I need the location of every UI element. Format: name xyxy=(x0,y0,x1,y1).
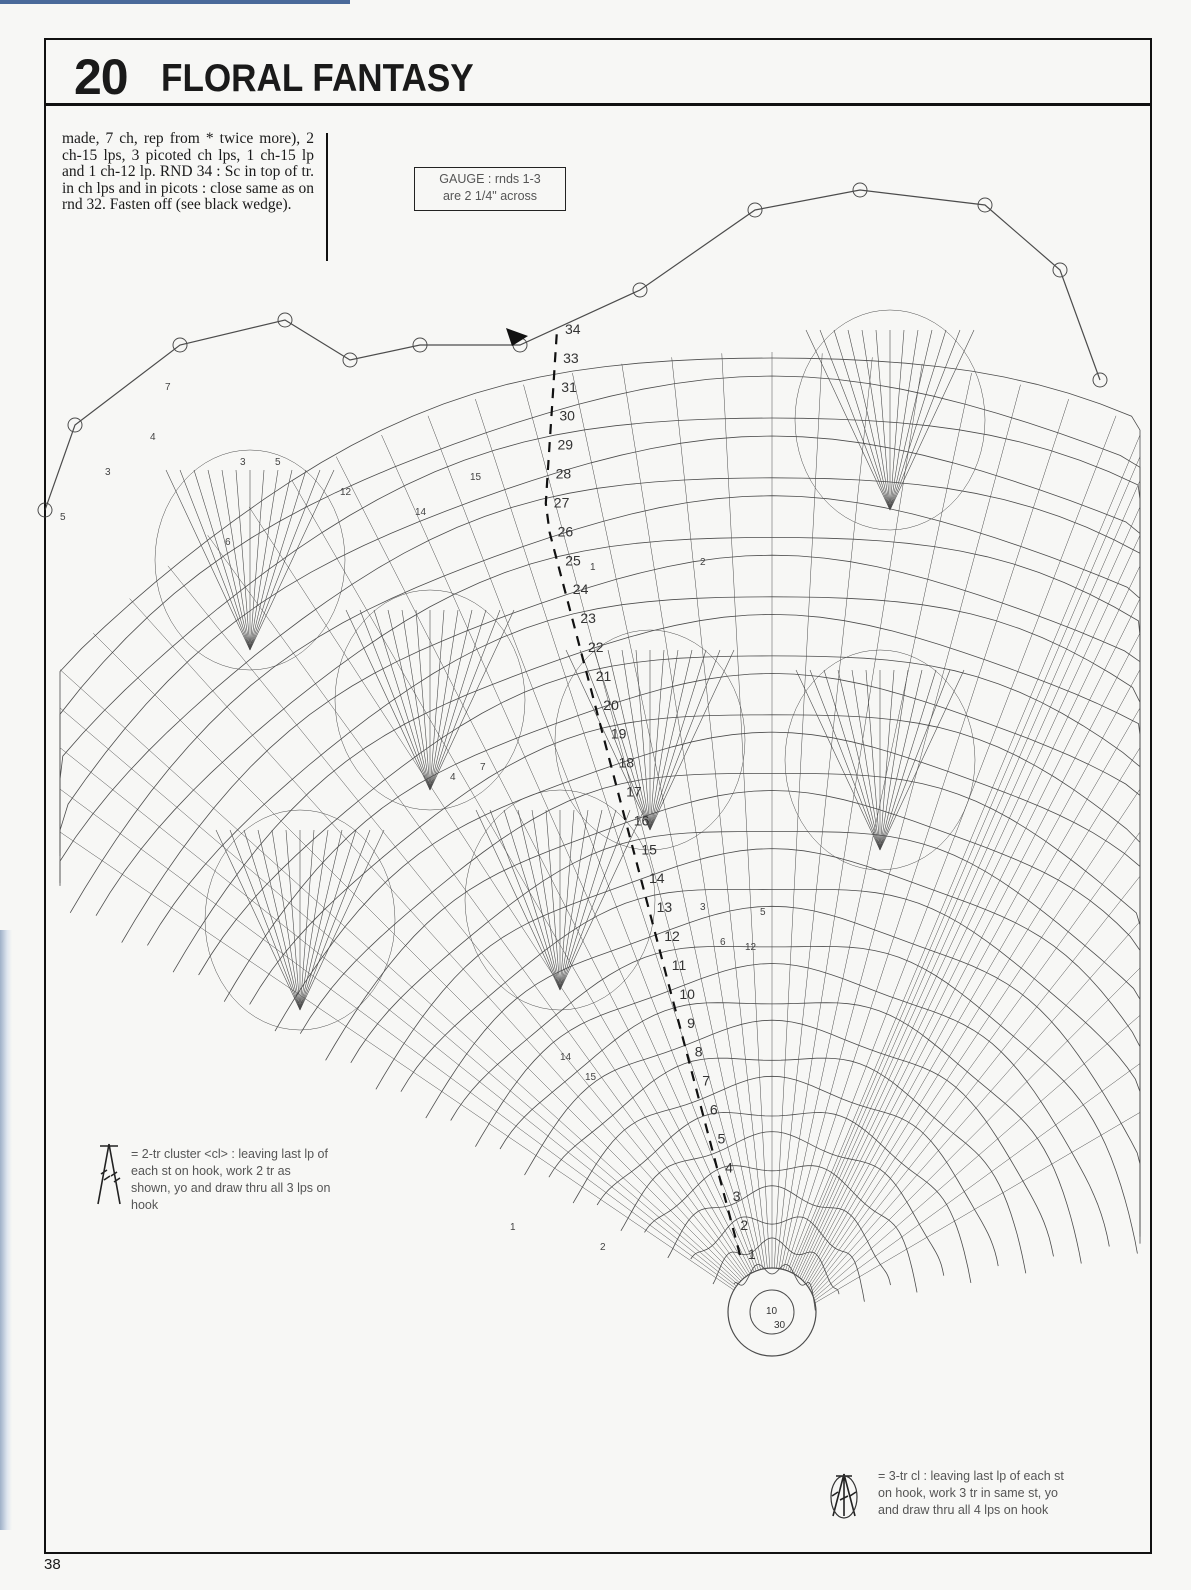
fan-stitch xyxy=(560,810,602,990)
stitch-count-label: 4 xyxy=(150,432,156,443)
round-label: 3 xyxy=(732,1188,741,1205)
fan-stitch xyxy=(236,470,250,650)
stitch-count-label: 6 xyxy=(720,937,726,948)
stitch-count-label: 14 xyxy=(560,1052,572,1063)
round-label: 30 xyxy=(559,407,575,424)
fan-stitch xyxy=(650,650,734,830)
fan-stitch xyxy=(504,810,560,990)
round-arc xyxy=(734,1264,815,1310)
round-label: 23 xyxy=(580,610,596,627)
fan-stitch xyxy=(216,830,300,1010)
fan-stitch xyxy=(876,330,890,510)
fan-stitch xyxy=(360,610,430,790)
stitch-count-label: 7 xyxy=(480,762,486,773)
stitch-spoke xyxy=(786,399,1069,1270)
round-arc xyxy=(224,673,1140,1196)
fan-stitch xyxy=(560,810,616,990)
stitch-count-label: 3 xyxy=(105,467,111,478)
round-arc xyxy=(60,478,1140,1172)
fan-stitch xyxy=(834,330,890,510)
fan-stitch xyxy=(388,610,430,790)
stitch-spoke xyxy=(779,364,922,1269)
fan-stitch xyxy=(300,830,314,1010)
round-label: 33 xyxy=(563,349,579,366)
stitch-spoke xyxy=(777,357,873,1268)
stitch-spoke xyxy=(815,1064,1141,1301)
center-label: 10 xyxy=(766,1306,778,1317)
stitch-count-label: 5 xyxy=(760,907,766,918)
fan-stitch xyxy=(532,810,560,990)
fan-stitch xyxy=(490,810,560,990)
round-label: 34 xyxy=(565,321,581,337)
three-tr-cluster-legend: = 3-tr cl : leaving last lp of each st on hook, work 3 tr in same st, yo and draw thru all 4 lps on hook xyxy=(878,1469,1064,1517)
stitch-count-label: 3 xyxy=(700,902,706,913)
fan-stitch xyxy=(824,670,880,850)
round-label: 28 xyxy=(555,465,572,482)
round-label: 20 xyxy=(603,696,619,713)
round-label: 24 xyxy=(572,581,589,598)
round-label: 17 xyxy=(626,783,642,800)
round-label: 16 xyxy=(633,812,650,829)
fan-stitch xyxy=(650,650,664,830)
fan-stitch xyxy=(300,830,370,1010)
stitch-spoke xyxy=(812,922,1140,1295)
stitch-count-label: 12 xyxy=(340,487,352,498)
stitch-count-label: 4 xyxy=(450,772,456,783)
round-label: 29 xyxy=(557,436,574,453)
fan-stitch xyxy=(518,810,560,990)
round-arc xyxy=(668,1186,891,1285)
fan-stitch xyxy=(250,470,306,650)
center-label: 30 xyxy=(774,1320,786,1331)
stitch-count-label: 15 xyxy=(585,1072,597,1083)
stitch-count-label: 14 xyxy=(415,507,427,518)
stitch-spoke xyxy=(794,481,1140,1274)
fan-stitch xyxy=(820,330,890,510)
round-label: 18 xyxy=(618,754,635,771)
stitch-spoke xyxy=(722,353,770,1268)
fan-stitch xyxy=(430,610,500,790)
stitch-spoke xyxy=(815,1112,1140,1303)
gauge-line-1: GAUGE : rnds 1-3 xyxy=(439,172,541,186)
round-label: 12 xyxy=(664,928,680,944)
fan-stitch xyxy=(650,650,706,830)
fan-stitch xyxy=(866,670,880,850)
stitch-spoke xyxy=(796,507,1140,1275)
round-label: 13 xyxy=(656,899,673,916)
round-label: 11 xyxy=(671,956,687,973)
two-tr-cluster-legend: = 2-tr cluster <cl> : leaving last lp of each st on hook, work 2 tr as shown, yo and draw thru all 3 lps on hook xyxy=(131,1147,331,1212)
pattern-number: 20 xyxy=(74,49,128,105)
stitch-count-label: 2 xyxy=(600,1242,606,1253)
fan-stitch xyxy=(374,610,430,790)
fan-stitch xyxy=(230,830,300,1010)
fan-stitch xyxy=(852,670,880,850)
fan-stitch xyxy=(880,670,908,850)
fan-stitch xyxy=(250,470,292,650)
round-arc xyxy=(426,906,1140,1236)
fan-stitch xyxy=(286,830,300,1010)
stitch-spoke xyxy=(792,457,1140,1273)
stitch-count-label: 1 xyxy=(510,1222,516,1233)
stitch-count-label: 7 xyxy=(165,382,171,393)
fan-stitch xyxy=(250,470,334,650)
fan-stitch xyxy=(796,670,880,850)
round-arc xyxy=(60,376,1140,1145)
round-label: 14 xyxy=(649,870,665,887)
fan-stitch xyxy=(880,670,950,850)
round-label: 1 xyxy=(748,1246,756,1262)
stitch-count-label: 3 xyxy=(240,457,246,468)
fan-stitch xyxy=(430,610,514,790)
fan-stitch xyxy=(166,470,250,650)
stitch-spoke xyxy=(811,876,1140,1292)
round-label: 19 xyxy=(610,725,627,742)
fan-stitch xyxy=(890,330,960,510)
fan-stitch xyxy=(880,670,936,850)
round-label: 8 xyxy=(694,1043,703,1060)
fan-stitch xyxy=(890,330,946,510)
stitch-spoke xyxy=(292,481,750,1274)
fan-stitch xyxy=(560,810,630,990)
fan-stitch xyxy=(300,830,328,1010)
fan-stitch xyxy=(546,810,560,990)
round-label: 9 xyxy=(687,1014,695,1031)
fan-stitch xyxy=(890,330,932,510)
round-label: 31 xyxy=(561,378,577,395)
round-label: 10 xyxy=(679,985,695,1002)
fan-stitch xyxy=(180,470,250,650)
fan-stitch xyxy=(880,670,894,850)
fan-stitch xyxy=(430,610,444,790)
round-label: 5 xyxy=(717,1130,726,1147)
stitch-spoke xyxy=(428,416,756,1271)
stitch-count-label: 6 xyxy=(225,537,231,548)
round-arc xyxy=(525,1020,1054,1256)
round-label: 2 xyxy=(740,1217,749,1234)
round-label: 26 xyxy=(557,523,574,540)
stitch-spoke xyxy=(814,1015,1140,1298)
two-tr-cluster-icon xyxy=(94,1140,124,1210)
fan-stitch xyxy=(838,670,880,850)
round-arc xyxy=(275,732,1140,1206)
round-arc xyxy=(300,773,1140,1223)
stitch-spoke xyxy=(781,373,972,1269)
round-arc xyxy=(376,849,1140,1227)
round-label: 15 xyxy=(641,841,657,858)
page-number: 38 xyxy=(44,1556,61,1573)
stitch-spoke xyxy=(336,457,752,1273)
stitch-count-label: 5 xyxy=(60,512,66,523)
round-label: 25 xyxy=(565,552,581,569)
pattern-title: FLORAL FANTASY xyxy=(161,57,474,100)
round-arc xyxy=(60,358,1140,1151)
stitch-spoke xyxy=(806,708,1140,1284)
stitch-spoke xyxy=(788,416,1116,1271)
fan-stitch xyxy=(300,830,384,1010)
fan-stitch xyxy=(244,830,300,1010)
stitch-spoke xyxy=(774,353,822,1268)
stitch-spoke xyxy=(808,748,1140,1286)
fan-stitch xyxy=(250,470,278,650)
round-arc xyxy=(621,1132,944,1276)
stitch-count-label: 12 xyxy=(745,942,757,953)
fan-stitch xyxy=(650,650,720,830)
stitch-count-label: 1 xyxy=(590,562,596,573)
fan-stitch xyxy=(476,810,560,990)
stitch-spoke xyxy=(813,968,1140,1296)
fan-stitch xyxy=(346,610,430,790)
fan-stitch xyxy=(862,330,890,510)
round-arc xyxy=(573,1076,998,1266)
three-tr-cluster-icon xyxy=(828,1470,860,1522)
fan-stitch xyxy=(250,470,320,650)
round-arc xyxy=(147,597,1140,1193)
stitch-count-label: 2 xyxy=(700,557,706,568)
round-label: 27 xyxy=(553,494,570,511)
gauge-line-2: are 2 1/4" across xyxy=(442,189,538,203)
round-label: 4 xyxy=(725,1159,733,1176)
stitch-spoke xyxy=(572,373,763,1269)
round-arc xyxy=(401,889,1140,1243)
instructions-text: made, 7 ch, rep from * twice more), 2 ch-15 lps, 3 picoted ch lps, 1 ch-15 lp and 1 ch-12 lp. RND 34 : Sc in top of tr. in ch lps and in picots : close same as on rnd 32. Fasten off (see black wedge). xyxy=(62,130,314,214)
round-label: 21 xyxy=(595,667,612,684)
fan-stitch xyxy=(650,650,692,830)
stitch-spoke xyxy=(798,535,1140,1276)
fan-stitch xyxy=(194,470,250,650)
round-label: 6 xyxy=(709,1101,718,1118)
fan-stitch xyxy=(250,470,264,650)
stitch-spoke xyxy=(783,385,1020,1270)
round-label: 22 xyxy=(588,639,604,655)
round-label: 7 xyxy=(702,1072,711,1089)
stitch-spoke xyxy=(805,670,1140,1283)
round-arc xyxy=(351,832,1140,1234)
stitch-count-label: 5 xyxy=(275,457,281,468)
fan-stitch xyxy=(258,830,300,1010)
fan-stitch xyxy=(222,470,250,650)
stitch-count-label: 15 xyxy=(470,472,482,483)
